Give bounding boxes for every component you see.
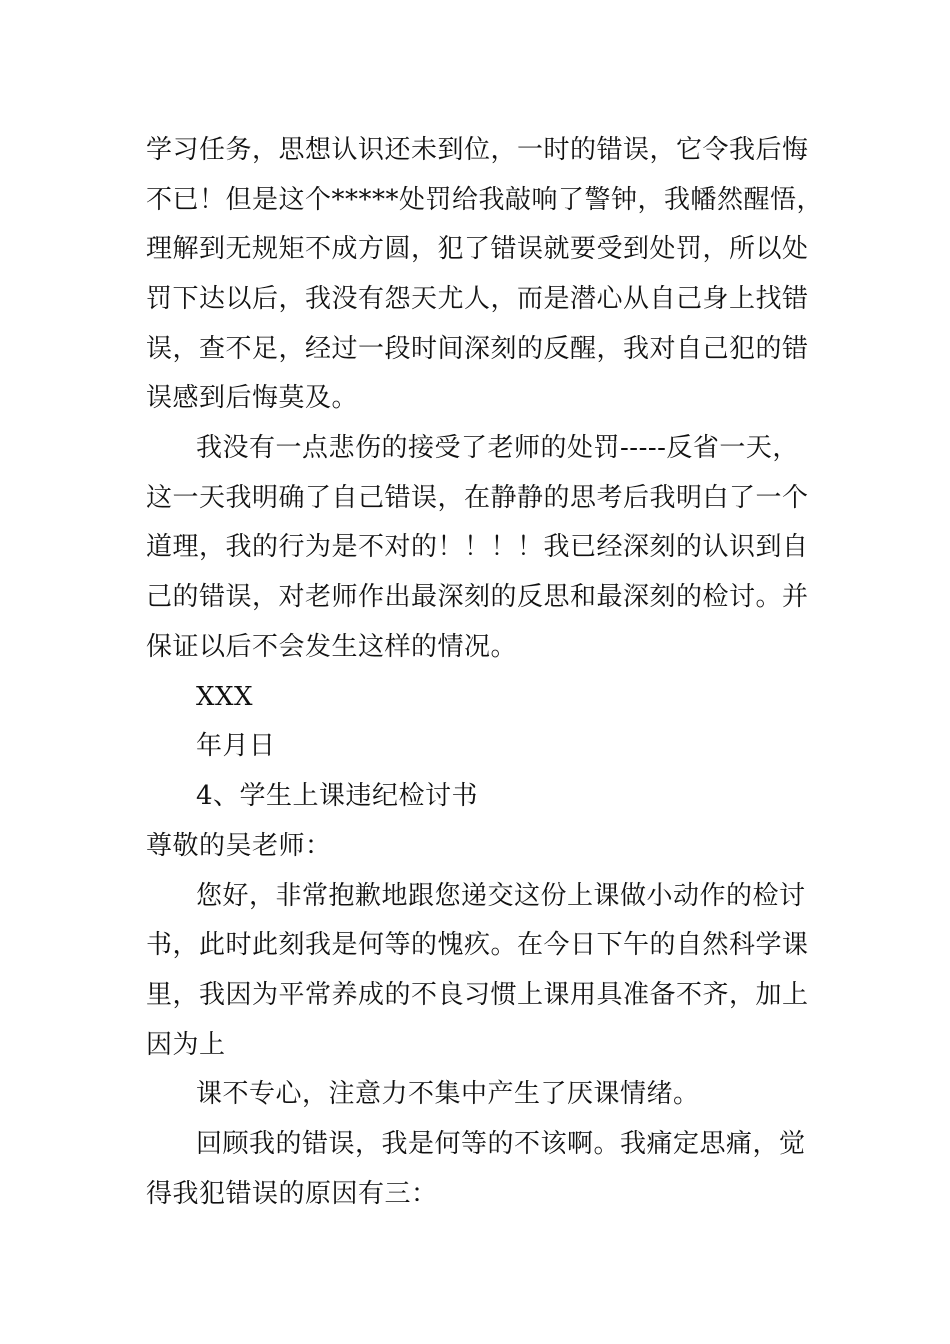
body-text-line: 保证以后不会发生这样的情况。 — [146, 632, 518, 662]
body-text-line: 您好，非常抱歉地跟您递交这份上课做小动作的检讨 — [196, 881, 806, 911]
body-text-line: 书，此时此刻我是何等的愧疚。在今日下午的自然科学课 — [146, 930, 809, 960]
section-heading: 4、学生上课违纪检讨书 — [196, 781, 479, 811]
body-text-line: 罚下达以后，我没有怨天尤人，而是潜心从自己身上找错 — [146, 284, 809, 314]
body-text-line: 不已！但是这个*****处罚给我敲响了警钟，我幡然醒悟， — [146, 185, 824, 215]
body-text-line: 得我犯错误的原因有三： — [146, 1179, 438, 1209]
salutation: 尊敬的吴老师： — [146, 831, 332, 861]
signature-date: 年月日 — [196, 731, 276, 761]
body-text-line: 误，查不足，经过一段时间深刻的反醒，我对自己犯的错 — [146, 334, 809, 364]
body-text-line: 回顾我的错误，我是何等的不该啊。我痛定思痛，觉 — [196, 1129, 806, 1159]
body-text-line: 里，我因为平常养成的不良习惯上课用具准备不齐，加上 — [146, 980, 809, 1010]
body-text-line: 己的错误，对老师作出最深刻的反思和最深刻的检讨。并 — [146, 582, 809, 612]
body-text-line: 道理，我的行为是不对的！！！！我已经深刻的认识到自 — [146, 532, 809, 562]
body-text-line: 我没有一点悲伤的接受了老师的处罚-----反省一天， — [196, 433, 799, 463]
body-text-line: 误感到后悔莫及。 — [146, 383, 359, 413]
body-text-line: 理解到无规矩不成方圆，犯了错误就要受到处罚，所以处 — [146, 234, 809, 264]
body-text-line: 这一天我明确了自己错误，在静静的思考后我明白了一个 — [146, 483, 809, 513]
signature-name: XXX — [196, 682, 254, 712]
body-text-line: 课不专心，注意力不集中产生了厌课情绪。 — [196, 1079, 700, 1109]
body-text-line: 学习任务，思想认识还未到位，一时的错误，它令我后悔 — [146, 135, 809, 165]
body-text-line: 因为上 — [146, 1030, 226, 1060]
